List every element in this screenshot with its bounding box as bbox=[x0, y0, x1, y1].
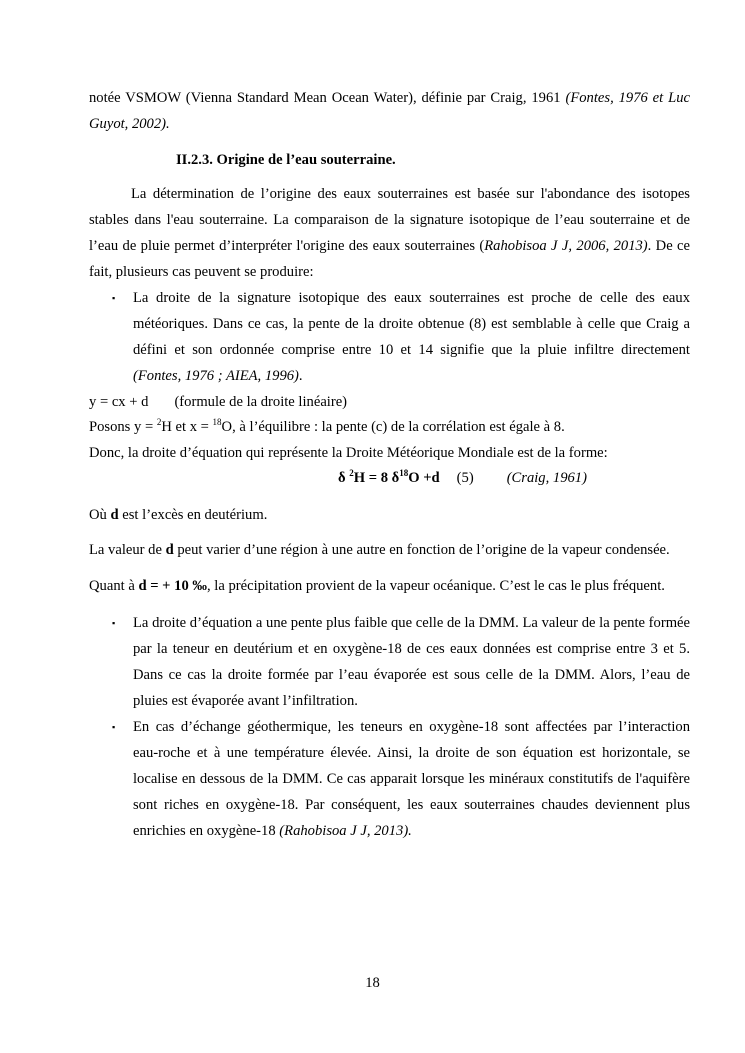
excess-deuterium-line: Où d est l’excès en deutérium. bbox=[89, 507, 268, 523]
citation: (Fontes, 1976 ; AIEA, 1996) bbox=[133, 368, 299, 384]
intro-line-1: notée VSMOW (Vienna Standard Mean Ocean Water), définie par Craig, 1961 (Fontes, 1976 et Luc bbox=[89, 90, 691, 106]
linear-formula: y = cx + d bbox=[89, 394, 149, 410]
linear-formula-line: y = cx + d (formule de la droite linéaire) bbox=[89, 394, 348, 410]
bullet-line: eau-roche et à une température élevée. Ainsi, la droite de son équation est horizontale, se bbox=[133, 745, 690, 761]
paragraph-line: stables dans l'eau souterraine. La comparaison de la signature isotopique de l’eau souterraine et de bbox=[89, 212, 690, 228]
dmm-equation: δ $^2$H = 8 $\delta^{18}O +d$ bbox=[338, 468, 440, 486]
donc-line: Donc, la droite d’équation qui représente la Droite Météorique Mondiale est de la forme: bbox=[89, 445, 608, 461]
intro-line-2 bbox=[89, 116, 690, 133]
dmm-equation-line bbox=[338, 470, 587, 487]
page-number: 18 bbox=[365, 975, 380, 991]
paragraph-line: fait, plusieurs cas peuvent se produire: bbox=[89, 264, 314, 280]
paragraph-line: La détermination de l’origine des eaux souterraines est basée sur l'abondance des isotopes bbox=[131, 186, 690, 202]
bullet-marker: ▪ bbox=[112, 722, 116, 732]
citation: (Fontes, 1976 et Luc bbox=[565, 90, 691, 106]
bullet-line: météoriques. Dans ce cas, la pente de la droite obtenue (8) est semblable à celle que Craig a bbox=[133, 316, 690, 332]
section-heading: II.2.3. Origine de l’eau souterraine. bbox=[176, 152, 396, 168]
bullet-line: défini et son ordonnée comprise entre 10 et 14 signifie que la pluie infiltre directement bbox=[133, 342, 690, 358]
bullet-line: localise en dessous de la DMM. Ce cas apparait lorsque les minéraux constitutifs de l'aquifère bbox=[133, 771, 690, 787]
citation: (Craig, 1961) bbox=[506, 470, 587, 486]
citation: (Rahobisoa J J, 2013). bbox=[279, 823, 412, 839]
d-value-line: La valeur de d peut varier d’une région à une autre en fonction de l’origine de la vapeur condensée. bbox=[89, 542, 670, 558]
citation: Rahobisoa J J, 2006, 2013) bbox=[484, 238, 648, 254]
equation-number: (5) bbox=[456, 470, 474, 486]
bullet-marker: ▪ bbox=[112, 293, 116, 303]
bullet-line: par la teneur en deutérium et en oxygène-18 de ces eaux données est comprise entre 3 et 5. bbox=[133, 641, 690, 657]
bullet-line: enrichies en oxygène-18 (Rahobisoa J J, 2013). bbox=[133, 823, 412, 839]
bullet-line: En cas d’échange géothermique, les teneurs en oxygène-18 sont affectées par l’interaction bbox=[133, 719, 690, 735]
quant-line: Quant à d = + 10 ‰, la précipitation provient de la vapeur océanique. C’est le cas le plus fréquent. bbox=[89, 578, 665, 594]
bullet-marker: ▪ bbox=[112, 618, 116, 628]
bullet-line: (Fontes, 1976 ; AIEA, 1996). bbox=[133, 368, 303, 384]
posons-line: Posons y = $^2$H et x = $^{18}$O, à l’équilibre : la pente (c) de la corrélation est égale à 8. bbox=[89, 417, 565, 435]
bullet-line: Dans ce cas la droite formée par l’eau évaporée est sous celle de la DMM. Alors, l’eau de bbox=[133, 667, 690, 683]
citation: Guyot, 2002). bbox=[89, 116, 170, 132]
bullet-line: La droite de la signature isotopique des eaux souterraines est proche de celle des eaux bbox=[133, 290, 690, 306]
bullet-line: La droite d’équation a une pente plus faible que celle de la DMM. La valeur de la pente formée bbox=[133, 615, 690, 631]
bullet-line: pluies est évaporée avant l’infiltration. bbox=[133, 693, 358, 709]
bullet-line: sont riches en oxygène-18. Par conséquent, les eaux souterraines chaudes deviennent plus bbox=[133, 797, 690, 813]
paragraph-line: l’eau de pluie permet d’interpréter l'origine des eaux souterraines (Rahobisoa J J, 2006, 2013). De ce bbox=[89, 238, 691, 254]
